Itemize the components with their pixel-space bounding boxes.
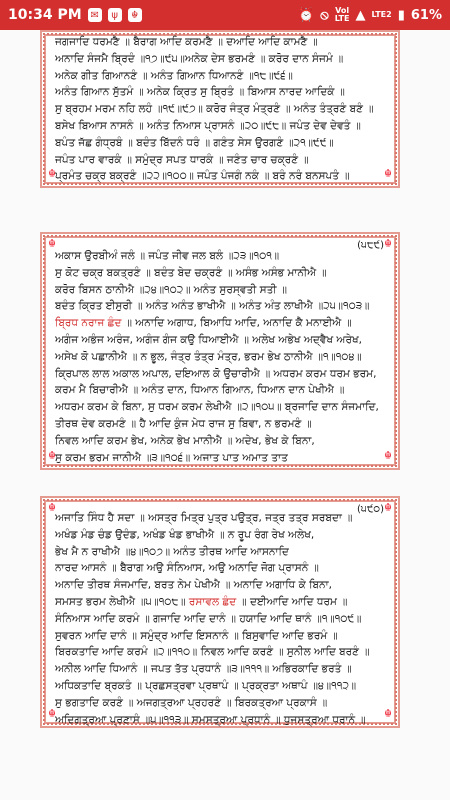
- verse-line: ਅਦਿਗਤ੍ਰਆ ਪ੍ਰਣਾਸੰ ॥੫॥੧੧੩॥ ਸਮਸਤ੍ਰਆ ਪ੍ਰਧਾਨੰ ॥ ਧੁਜਸਤ੍ਰਆ ਧਰਾਨੰ ॥: [55, 713, 366, 726]
- page-card-2[interactable]: [40, 232, 400, 470]
- verse-line: ਬਸੇਖ ਬਿਆਸ ਨਾਸਨੰ ॥ ਅਨੰਤ ਨਿਆਸ ਪ੍ਰਾਸਨੰ ॥੨੦॥੯੮॥ ਜਪੰਤ ਦੇਵ ਦੇਵਤੰ ॥: [55, 119, 361, 132]
- page-number: (੫੯੦): [357, 504, 384, 515]
- verse-line: ਤੀਰਥ ਦੇਵ ਕਰਮਣੰ ॥ ਹੈ ਆਦਿ ਕੁੰਜ ਮੇਧ ਰਾਜ ਸੁ ਬਿਵਾ, ਨ ਭਰਮਣੰ ॥: [55, 417, 312, 430]
- corner-khanda-icon: ☬: [48, 501, 56, 514]
- corner-khanda-icon: ☬: [384, 707, 392, 720]
- verse-line: ਅਸੇਖ ਕੋ ਪਛਾਨੀਐ ॥ ਨ ਭੂਲ, ਜੰਤ੍ਰ ਤੰਤ੍ਰ ਮੰਤ੍ਰ, ਭਰਮ ਭੇਖ ਠਾਨੀਐ ॥੧॥੧੦੪॥: [55, 350, 362, 363]
- verse-line: ਅਖੰਡ ਮੰਡ ਚੰਡ ਉਦੰਡ, ਅਖੰਡ ਖੰਡ ਭਾਖੀਐ ॥ ਨ ਰੂਪ ਰੰਗ ਰੇਖ ਅਲੇਖ,: [55, 528, 315, 541]
- verse-line: ਬ੍ਰਿਧ ਨਰਾਜ ਛੰਦ ॥ ਅਨਾਦਿ ਅਗਾਧ, ਬਿਆਧਿ ਆਦਿ, ਅਨਾਦਿ ਕੈ ਮਨਾਈਐ ॥: [55, 317, 352, 330]
- corner-khanda-icon: ☬: [48, 167, 56, 180]
- verse-line: ਅਨਾਦਿ ਸੰਜਮੈ ਬ੍ਰਿਦੰ ॥੧੭॥੯੫॥ਅਨੇਕ ਦੇਸ ਭਰਮਣੰ ॥ ਕਰੋਰ ਦਾਨ ਸੰਜਮੰ ॥: [55, 52, 344, 65]
- status-bar: [0, 0, 450, 30]
- verse-line: ਸੁ ਬ੍ਰਹਮ ਮਰਮ ਨਹਿ ਲਹੰ ॥੧੯॥੯੭॥ ਕਰੋਰ ਜੰਤ੍ਰ ਮੰਤ੍ਰਣੰ ॥ ਅਨੰਤ ਤੰਤ੍ਰਣੰ ਬਣੰ ॥: [55, 103, 374, 116]
- verse-line: ਕ੍ਰਿਪਾਲ ਲਾਲ ਅਕਾਲ ਅਪਾਲ, ਦਇਆਲ ਕੋ ਉਚਾਰੀਐ ॥ ਅਧਰਮ ਕਰਮ ਧਰਮ ਭਰਮ,: [55, 367, 377, 380]
- verse-line: ਜਪੰਤ ਪਾਰ ਵਾਰਕੰ ॥ ਸਮੁੰਦ੍ਰ ਸਪਤ ਧਾਰਕੰ ॥ ਜਣੰਤ ਚਾਰ ਚਕ੍ਰਣੰ ॥: [55, 153, 309, 166]
- verse-line: ਸੁ ਭਗਤਾਦਿ ਕਰਣੰ ॥ ਅਜਗਤ੍ਰਆ ਪ੍ਰਹਰਣੰ ॥ ਬਿਰਕਤ੍ਰਆ ਪ੍ਰਕਾਸੰ ॥: [55, 696, 328, 709]
- page-card-3[interactable]: [40, 496, 400, 728]
- corner-khanda-icon: ☬: [48, 237, 56, 250]
- verse-line: ਅਨੰਤ ਗਿਆਨ ਸੁੱਤਮੰ ॥ ਅਨੇਕ ਕ੍ਰਿਤ ਸੁ ਬ੍ਰਿਤੰ ॥ ਬਿਆਸ ਨਾਰਦ ਆਦਿਕੰ ॥: [55, 86, 345, 99]
- verse-line: ਬਦੰਤ ਕ੍ਰਿਤ ਈਸੁਰੀ ॥ ਅਨੰਤ ਅਨੰਤ ਭਾਖੀਐ ॥ ਅਨੰਤ ਅੰਤ ਲਾਖੀਐ ॥੨੫॥੧੦੩॥: [55, 300, 370, 313]
- verse-line: ਅਗੰਜ ਅਭੰਜ ਅਰੰਜ, ਅਗੰਜ ਗੰਜ ਕਉ ਧਿਆਈਐ ॥ ਅਲੇਖ ਅਭੇਖ ਅਦ੍ਵੈਖ ਅਰੇਖ,: [55, 333, 362, 346]
- volte-indicator: Vol LTE: [334, 6, 350, 23]
- verse-line: ਅਨੇਕ ਗੀਤ ਗਿਆਨਣੰ ॥ ਅਨੰਤ ਗਿਆਨ ਧਿਆਨਣੰ ॥੧੮॥੯੬॥: [55, 69, 293, 82]
- verse-line: ਕਰਮ ਮੈ ਬਿਚਾਰੀਐ ॥ ਅਨੰਤ ਦਾਨ, ਧਿਆਨ ਗਿਆਨ, ਧਿਆਨ ਦਾਨ ਪੇਖੀਐ ॥: [55, 384, 345, 397]
- corner-khanda-icon: ☬: [384, 501, 392, 514]
- lte2-indicator: LTE2: [371, 10, 392, 19]
- page-text: [55, 248, 385, 466]
- verse-line: ਕਰੋਰ ਬਿਸਨ ਠਾਨੀਐ ॥੨੪॥੧੦੨॥ ਅਨੰਤ ਸੁਰਸ੍ਵਤੀ ਸਤੀ ॥: [55, 283, 287, 296]
- verse-line: ਅਕਾਸ ਉਰਬੀਅੰ ਜਲੰ ॥ ਜਪੰਤ ਜੀਵ ਜਲ ਬਲੰ ॥੨੩॥੧੦੧॥: [55, 250, 280, 262]
- app-notification-icon: ψ: [108, 8, 122, 22]
- verse-line: ਸੁ ਕਰਮ ਭਰਮ ਜਾਨੀਐ ॥੩॥੧੦੬॥ ਅਜਾਤ ਪਾਤ ਅਮਾਤ ਤਾਤ: [55, 451, 288, 464]
- verse-line: ਸੰਨਿਆਸ ਆਦਿ ਕਰਮੰ ॥ ਗਜਾਦਿ ਆਦਿ ਦਾਨੰ ॥ ਹਯਾਦਿ ਆਦਿ ਥਾਨੰ ॥੧॥੧੦੯॥: [55, 612, 362, 625]
- page-text: [55, 34, 385, 185]
- verse-line: ਬਪੰਤ ਜੱਛ ਗੰਧ੍ਰਬੰ ॥ ਬਦੰਤ ਬਿੱਦਨੰ ਧਰੰ ॥ ਗਣੰਤ ਸੇਸ ਉਰਗਣੰ ॥੨੧॥੯੯॥: [55, 136, 334, 149]
- verse-line: ਸਮਸਤ ਭਰਮ ਲੇਖੀਐ ॥੫॥੧੦੮॥ ਰਸਾਵਲ ਛੰਦ ॥ ਦਈਆਦਿ ਆਦਿ ਧਰਮ ॥: [55, 595, 348, 608]
- verse-line: ਭੇਖ ਮੈ ਨ ਰਾਖੀਐ ॥੪॥੧੦੭॥ ਅਨੰਤ ਤੀਰਥ ਆਦਿ ਆਸਨਾਦਿ: [55, 545, 289, 558]
- mute-icon: ⦸: [320, 7, 329, 23]
- verse-line: ਨਿਵਲ ਆਦਿ ਕਰਮ ਭੇਖ, ਅਨੇਕ ਭੇਖ ਮਾਨੀਐ ॥ ਅਦੇਖ, ਭੇਖ ਕੇ ਬਿਨਾ,: [55, 434, 315, 447]
- verse-line: ਜਗਜਾਦਿ ਧਰਮਣੈ ॥ ਬੈਰਾਗ ਆਦਿ ਕਰਮਣੈ ॥ ਦਆਦਿ ਆਦਿ ਕਾਮਣੈ ॥: [55, 36, 318, 48]
- verse-line: ਅਜਾਤਿ ਸਿੰਧ ਹੈ ਸਦਾ ॥ ਅਸਤ੍ਰ ਮਿਤ੍ਰ ਪੁਤ੍ਰ ਪਉਤ੍ਰ, ਜਤ੍ਰ ਤਤ੍ਰ ਸਰਬਦਾ ॥: [55, 512, 353, 524]
- verse-line: ਬਿਰਕਤਾਦਿ ਆਦਿ ਕਰਮੰ ॥੨॥੧੧੦॥ ਨਿਵਲ ਆਦਿ ਕਰਣੰ ॥ ਸੁਨੀਲ ਆਦਿ ਬਰਣੰ ॥: [55, 646, 370, 659]
- battery-icon: ▮: [397, 7, 405, 23]
- verse-line: ਅਧਰਮ ਕਰਮ ਕੇ ਬਿਨਾ, ਸੁ ਧਰਮ ਕਰਮ ਲੇਖੀਐ ॥੨॥੧੦੫॥ ਬ੍ਰਜਾਦਿ ਦਾਨ ਸੰਜਮਾਦਿ,: [55, 401, 379, 414]
- verse-line: ਅਧਿਕਤਾਦਿ ਬ੍ਰਕਤੰ ॥ ਪ੍ਰਛਸਤ੍ਰਵਾ ਪ੍ਰਥਾਪੰ ॥ ਪ੍ਰਕ੍ਰਤਾ ਅਥਾਪੰ ॥੪॥੧੧੨॥: [55, 679, 357, 692]
- verse-line: ਅਨੀਲ ਆਦਿ ਧਿਆਨੰ ॥ ਜਪਤ ਤੱਤ ਪ੍ਰਧਾਨੰ ॥੩॥੧੧੧॥ ਅਭਿਰਕਾਦਿ ਭਰਤੰ ॥: [55, 663, 352, 676]
- corner-khanda-icon: ☬: [384, 237, 392, 250]
- page-number: (੫੮੯): [357, 240, 384, 251]
- verse-line: ਨਾਰਦ ਆਸਨੰ ॥ ਬੈਰਾਗ ਅਉ ਸੰਨਿਆਸ, ਅਉ ਅਨਾਦਿ ਜੋਗ ਪ੍ਰਾਸਨੰ ॥: [55, 562, 319, 575]
- verse-line: ਸੁਵਰਨ ਆਦਿ ਦਾਨੰ ॥ ਸਮੁੰਦ੍ਰ ਆਦਿ ਇਸਨਾਨੰ ॥ ਬਿਸੁਵਾਦਿ ਆਦਿ ਭਰਮੰ ॥: [55, 629, 338, 642]
- khanda-app-icon: ☬: [128, 8, 142, 22]
- signal-icon: ▲: [355, 7, 366, 23]
- screenshot-icon: ✉: [88, 8, 102, 22]
- corner-khanda-icon: ☬: [384, 167, 392, 180]
- alarm-icon: ⏰: [298, 7, 315, 23]
- corner-khanda-icon: ☬: [48, 449, 56, 462]
- clock: 10:34 PM: [8, 7, 82, 23]
- corner-khanda-icon: ☬: [48, 707, 56, 720]
- battery-percent: 61%: [410, 7, 442, 23]
- page-text: [55, 510, 385, 728]
- corner-khanda-icon: ☬: [384, 449, 392, 462]
- verse-line: ਸੁ ਕੋਟ ਚਕ੍ਰ ਬਕਤ੍ਰਣੰ ॥ ਬਦੰਤ ਬੇਦ ਚਕ੍ਰਣੰ ॥ ਅਸੰਭ ਅਸੰਭ ਮਾਨੀਐ ॥: [55, 266, 327, 279]
- verse-line: ਪ੍ਰਮੰਤ ਚਕ੍ਰ ਬਕ੍ਰਣੰ ॥੨੨॥੧੦੦॥ ਜਪੰਤ ਪੰਜਗੰ ਨਕੰ ॥ ਬਰੰ ਨਰੰ ਬਨਸਪਤੰ ॥: [55, 170, 350, 183]
- verse-line: ਅਨਾਦਿ ਤੀਰਥ ਸੰਜਮਾਦਿ, ਬਰਤ ਨੇਮ ਪੇਖੀਐ ॥ ਅਨਾਦਿ ਅਗਾਧਿ ਕੇ ਬਿਨਾ,: [55, 579, 332, 592]
- page-card-1[interactable]: [40, 30, 400, 188]
